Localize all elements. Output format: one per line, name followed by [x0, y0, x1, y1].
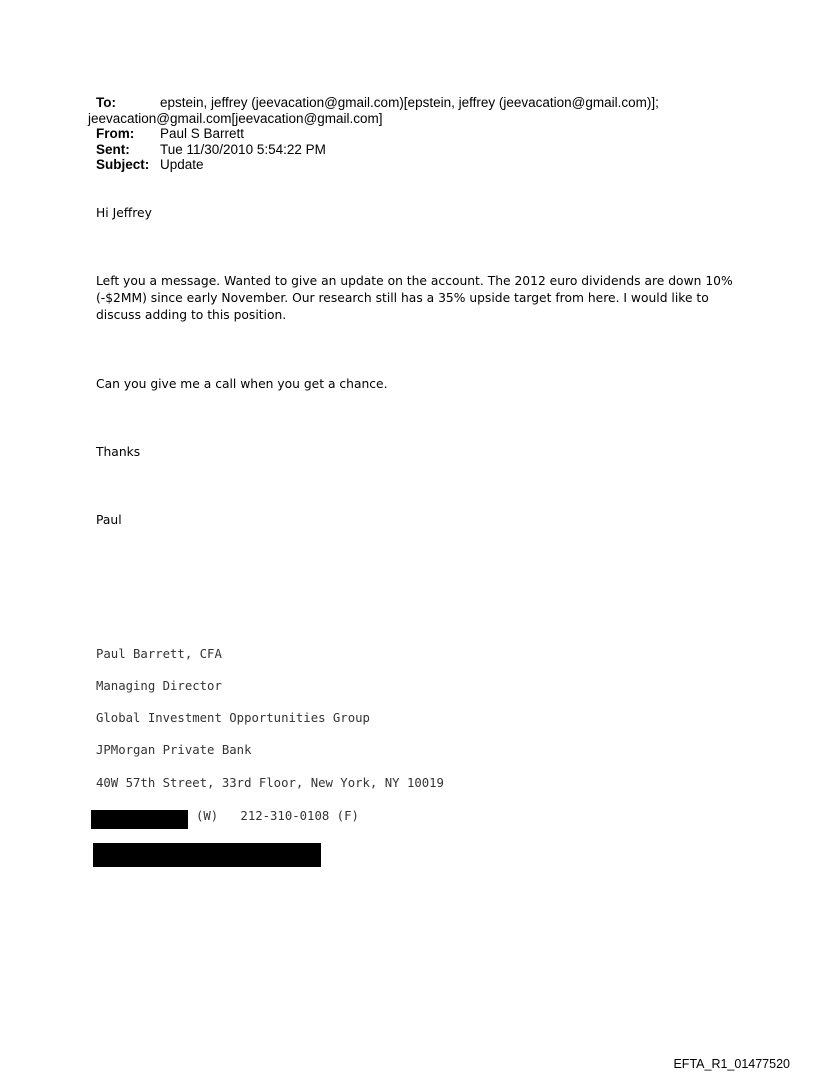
redaction-block — [93, 843, 321, 867]
email-header — [88, 95, 746, 173]
from-value: Paul S Barrett — [160, 126, 245, 141]
from-row — [96, 126, 746, 142]
redaction-block — [91, 810, 188, 829]
signature-address: 40W 57th Street, 33rd Floor, New York, NY 10019 — [96, 776, 444, 790]
greeting: Hi Jeffrey — [96, 206, 152, 220]
subject-value: Update — [160, 157, 204, 172]
from-label: From: — [96, 126, 135, 141]
thanks: Thanks — [96, 445, 141, 459]
sender-name: Paul — [96, 513, 122, 527]
to-continuation: jeevacation@gmail.com[jeevacation@gmail.com] — [88, 110, 383, 126]
document-id: EFTA_R1_01477520 — [673, 1057, 790, 1071]
sent-label: Sent: — [96, 141, 130, 157]
signature-name: Paul Barrett, CFA — [96, 647, 222, 661]
to-label: To: — [96, 95, 116, 110]
signature-title: Managing Director — [96, 679, 222, 693]
sent-row — [96, 142, 746, 158]
message-paragraph: Left you a message. Wanted to give an update on the account. The 2012 euro dividends are down 10% (-$2MM) since early November. Our research still has a 35% upside target from here. I would like to discuss adding to this position. — [96, 274, 733, 322]
sent-value: Tue 11/30/2010 5:54:22 PM — [160, 141, 326, 157]
subject-label: Subject: — [96, 157, 150, 172]
signature-group: Global Investment Opportunities Group — [96, 711, 370, 725]
call-request: Can you give me a call when you get a chance. — [96, 377, 388, 391]
signature-company: JPMorgan Private Bank — [96, 743, 252, 757]
subject-row — [96, 157, 746, 173]
signature-phone: (W) 212-310-0108 (F) — [196, 809, 359, 823]
to-value: epstein, jeffrey (jeevacation@gmail.com)[epstein, jeffrey (jeevacation@gmail.com)]; — [160, 95, 659, 110]
to-row — [96, 95, 746, 111]
